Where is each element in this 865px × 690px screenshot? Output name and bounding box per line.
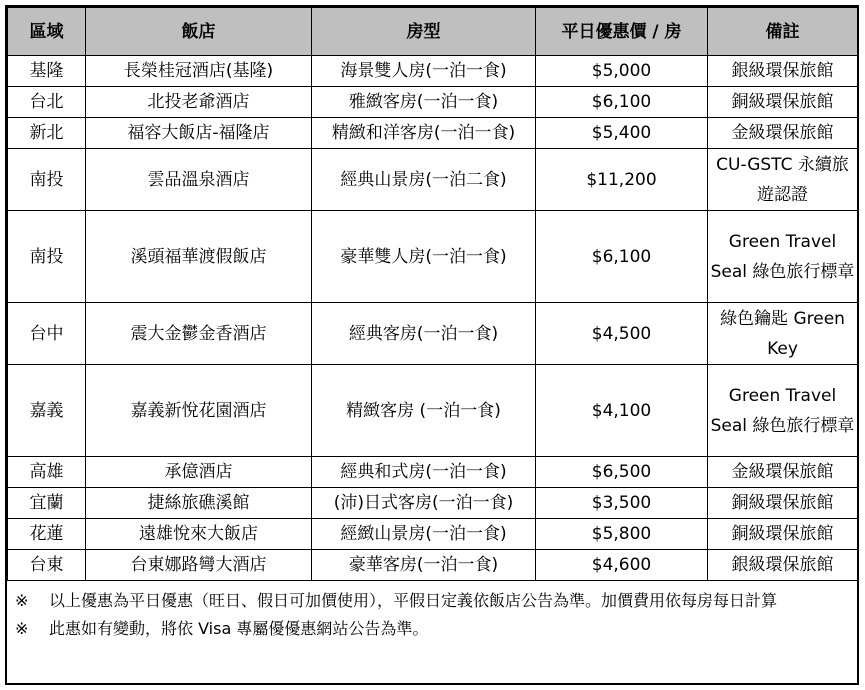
cell-room-type: 豪華雙人房(一泊一食)	[312, 211, 536, 303]
footnote-text: 以上優惠為平日優惠（旺日、假日可加價使用），平假日定義依飯店公告為準。加價費用依每房每日計算	[49, 591, 778, 610]
cell-hotel: 遠雄悅來大飯店	[86, 519, 312, 550]
table-row	[8, 149, 858, 211]
cell-room-type: 經緻山景房(一泊一食)	[312, 519, 536, 550]
cell-price: $6,100	[536, 87, 708, 118]
cell-room-type: 經典客房(一泊一食)	[312, 303, 536, 365]
cell-room-type: (沛)日式客房(一泊一食)	[312, 488, 536, 519]
cell-region: 宜蘭	[8, 488, 86, 519]
cell-price: $5,800	[536, 519, 708, 550]
cell-region: 新北	[8, 118, 86, 149]
note-mark: ※	[15, 619, 29, 638]
cell-remark: 銀級環保旅館	[708, 550, 858, 581]
cell-hotel: 承億酒店	[86, 457, 312, 488]
cell-price: $6,500	[536, 457, 708, 488]
cell-hotel: 台東娜路彎大酒店	[86, 550, 312, 581]
footnote	[15, 587, 849, 615]
cell-remark: 金級環保旅館	[708, 118, 858, 149]
table-row	[8, 365, 858, 457]
footnotes	[7, 581, 857, 643]
footnote-text: 此惠如有變動，將依 Visa 專屬優優惠網站公告為準。	[49, 619, 429, 638]
cell-region: 嘉義	[8, 365, 86, 457]
cell-price: $6,100	[536, 211, 708, 303]
cell-hotel: 長榮桂冠酒店(基隆)	[86, 56, 312, 87]
table-row	[8, 519, 858, 550]
cell-price: $4,600	[536, 550, 708, 581]
header-room-type: 房型	[312, 8, 536, 56]
cell-region: 台中	[8, 303, 86, 365]
cell-hotel: 福容大飯店-福隆店	[86, 118, 312, 149]
cell-region: 南投	[8, 211, 86, 303]
table-row	[8, 87, 858, 118]
cell-region: 南投	[8, 149, 86, 211]
cell-price: $4,500	[536, 303, 708, 365]
cell-remark: CU-GSTC 永續旅遊認證	[708, 149, 858, 211]
header-remarks: 備註	[708, 8, 858, 56]
cell-price: $4,100	[536, 365, 708, 457]
header-region: 區域	[8, 8, 86, 56]
cell-room-type: 精緻和洋客房(一泊一食)	[312, 118, 536, 149]
offer-document	[5, 5, 859, 685]
table-row	[8, 488, 858, 519]
cell-room-type: 經典山景房(一泊二食)	[312, 149, 536, 211]
cell-region: 高雄	[8, 457, 86, 488]
header-hotel: 飯店	[86, 8, 312, 56]
cell-hotel: 震大金鬱金香酒店	[86, 303, 312, 365]
cell-remark: 銅級環保旅館	[708, 87, 858, 118]
note-mark: ※	[15, 591, 29, 610]
cell-remark: 銅級環保旅館	[708, 488, 858, 519]
table-row	[8, 550, 858, 581]
cell-room-type: 海景雙人房(一泊一食)	[312, 56, 536, 87]
cell-room-type: 經典和式房(一泊一食)	[312, 457, 536, 488]
cell-remark: 銀級環保旅館	[708, 56, 858, 87]
cell-region: 花蓮	[8, 519, 86, 550]
cell-price: $11,200	[536, 149, 708, 211]
cell-price: $5,400	[536, 118, 708, 149]
table-row	[8, 211, 858, 303]
cell-room-type: 雅緻客房(一泊一食)	[312, 87, 536, 118]
table-row	[8, 457, 858, 488]
cell-hotel: 嘉義新悅花園酒店	[86, 365, 312, 457]
hotel-offer-table	[7, 7, 858, 581]
table-row	[8, 303, 858, 365]
cell-hotel: 溪頭福華渡假飯店	[86, 211, 312, 303]
cell-region: 台東	[8, 550, 86, 581]
cell-room-type: 精緻客房 (一泊一食)	[312, 365, 536, 457]
cell-region: 基隆	[8, 56, 86, 87]
table-row	[8, 56, 858, 87]
cell-remark: 銅級環保旅館	[708, 519, 858, 550]
cell-hotel: 雲品溫泉酒店	[86, 149, 312, 211]
cell-hotel: 捷絲旅礁溪館	[86, 488, 312, 519]
table-header-row	[8, 8, 858, 56]
cell-price: $3,500	[536, 488, 708, 519]
cell-room-type: 豪華客房(一泊一食)	[312, 550, 536, 581]
cell-remark: 綠色鑰匙 Green Key	[708, 303, 858, 365]
header-weekday-price: 平日優惠價 / 房	[536, 8, 708, 56]
cell-remark: Green Travel Seal 綠色旅行標章	[708, 211, 858, 303]
table-row	[8, 118, 858, 149]
cell-price: $5,000	[536, 56, 708, 87]
cell-remark: 金級環保旅館	[708, 457, 858, 488]
cell-region: 台北	[8, 87, 86, 118]
cell-remark: Green Travel Seal 綠色旅行標章	[708, 365, 858, 457]
cell-hotel: 北投老爺酒店	[86, 87, 312, 118]
footnote	[15, 615, 849, 643]
